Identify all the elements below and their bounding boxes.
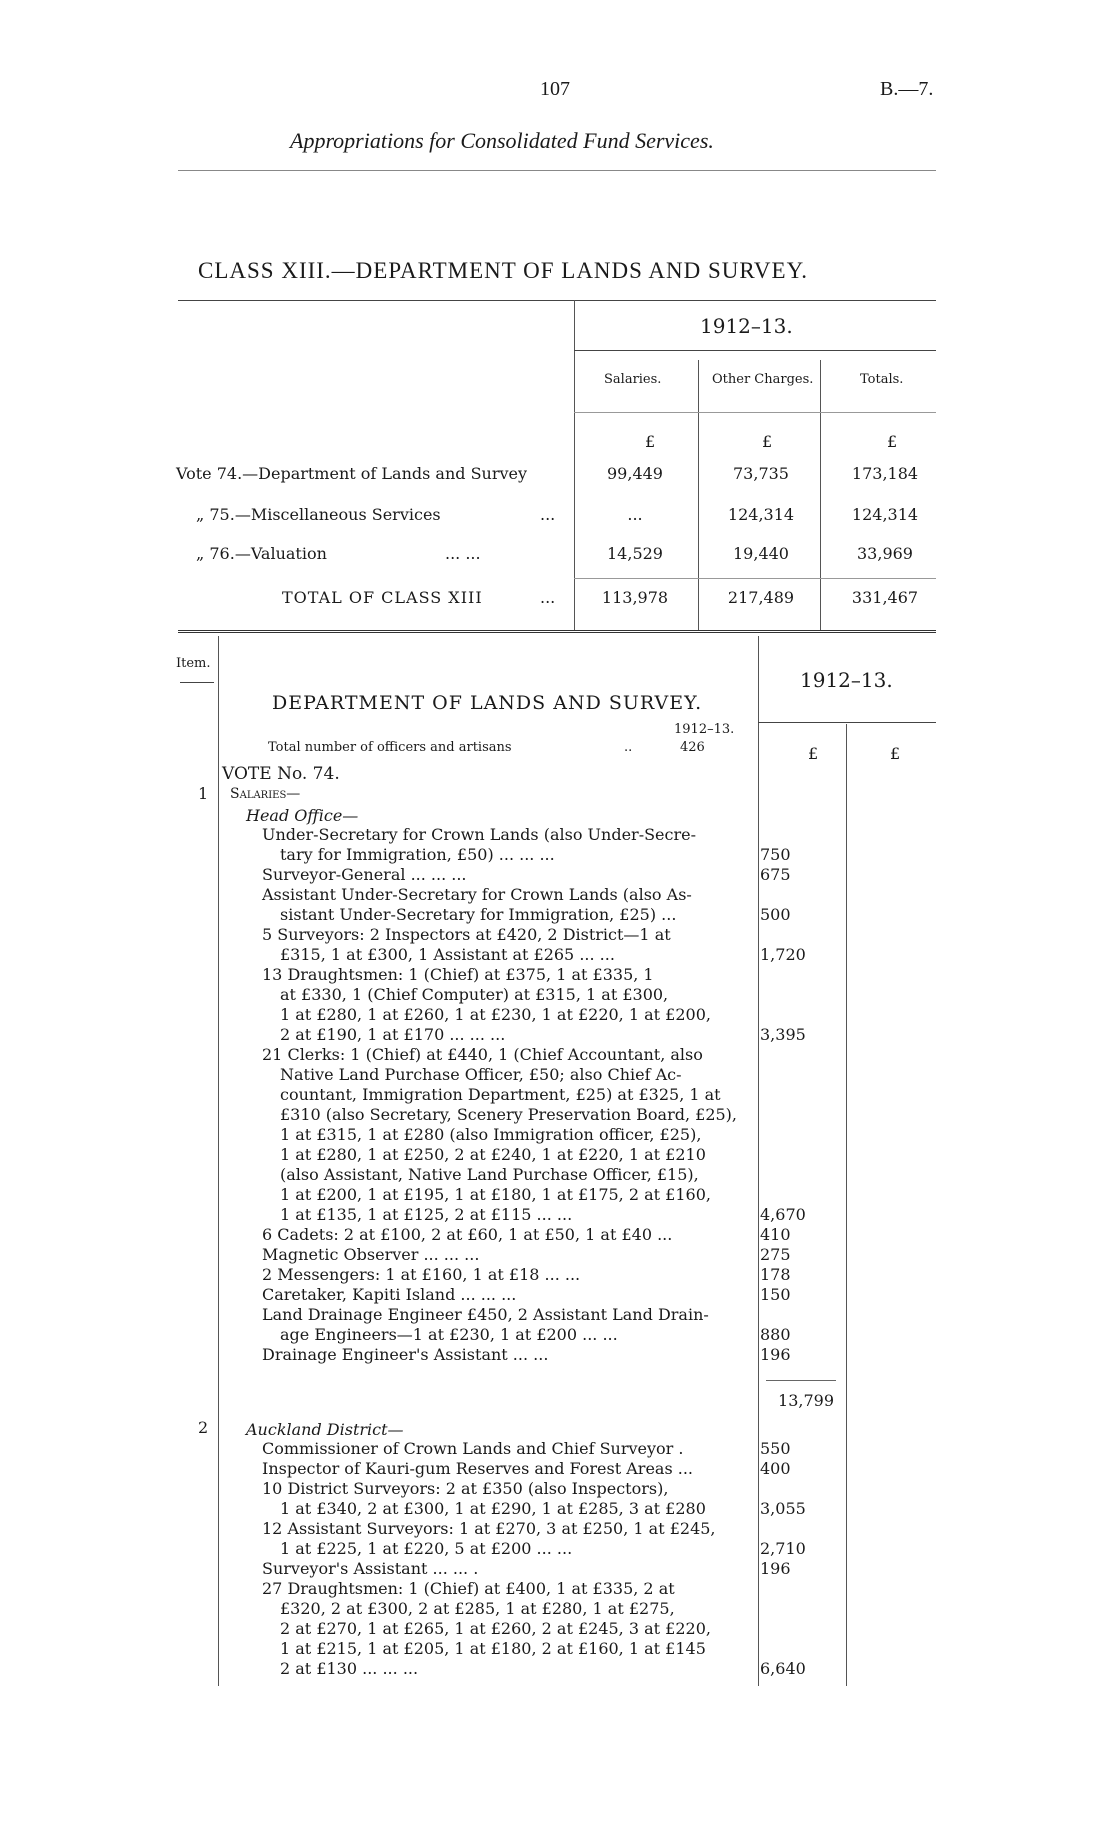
line-item (0, 1206, 1114, 1226)
line-item-text: Surveyor-General ... ... ... (262, 865, 467, 884)
line-item-text: 6 Cadets: 2 at £100, 2 at £60, 1 at £50, 1 at £40 ... (262, 1225, 673, 1244)
line-item (0, 826, 1114, 846)
line-item-amount: 3,055 (760, 1499, 806, 1518)
summary-row-salaries: 99,449 (607, 464, 663, 483)
line-item (0, 1106, 1114, 1126)
department-title: DEPARTMENT OF LANDS AND SURVEY. (272, 692, 703, 714)
line-item-amount: 3,395 (760, 1025, 806, 1044)
line-item-text: at £330, 1 (Chief Computer) at £315, 1 at £300, (280, 985, 669, 1004)
line-item-text: 1 at £315, 1 at £280 (also Immigration officer, £25), (280, 1125, 702, 1144)
officers-count: 426 (680, 740, 705, 755)
line-item-text: 1 at £280, 1 at £260, 1 at £230, 1 at £220, 1 at £200, (280, 1005, 711, 1024)
line-item (0, 846, 1114, 866)
line-item (0, 1540, 1114, 1560)
summary-row-other: 124,314 (727, 505, 795, 524)
line-item (0, 1620, 1114, 1640)
line-item (0, 1440, 1114, 1460)
line-item (0, 1046, 1114, 1066)
summary-col-divider-2 (820, 360, 821, 630)
line-item-text: 2 at £270, 1 at £265, 1 at £260, 2 at £245, 3 at £220, (280, 1619, 711, 1638)
currency-col-1: £ (808, 744, 819, 763)
summary-year-rule (574, 350, 936, 351)
line-item-text: Inspector of Kauri-gum Reserves and Forest Areas ... (262, 1459, 694, 1478)
summary-year: 1912–13. (700, 314, 793, 338)
line-item-amount: 196 (760, 1345, 791, 1364)
item-number: 2 (198, 1418, 209, 1437)
subtotal-rule (766, 1380, 836, 1381)
summary-row-other: 19,440 (733, 544, 789, 563)
line-item-text: (also Assistant, Native Land Purchase Officer, £15), (280, 1165, 699, 1184)
line-item (0, 946, 1114, 966)
line-item-amount: 880 (760, 1325, 791, 1344)
line-item-text: 2 at £130 ... ... ... (280, 1659, 419, 1678)
line-item-text: £310 (also Secretary, Scenery Preservation Board, £25), (280, 1105, 737, 1124)
head-office-subtotal: 13,799 (778, 1391, 834, 1410)
line-item-amount: 150 (760, 1285, 791, 1304)
line-item-text: tary for Immigration, £50) ... ... ... (280, 845, 555, 864)
line-item-text: £320, 2 at £300, 2 at £285, 1 at £280, 1 at £275, (280, 1599, 675, 1618)
line-item (0, 1066, 1114, 1086)
summary-row-label: „ 76.—Valuation (196, 544, 327, 563)
line-item-text: age Engineers—1 at £230, 1 at £200 ... ... (280, 1325, 618, 1344)
line-item-text: 1 at £200, 1 at £195, 1 at £180, 1 at £175, 2 at £160, (280, 1185, 711, 1204)
line-item-text: 1 at £215, 1 at £205, 1 at £180, 2 at £160, 1 at £145 (280, 1639, 706, 1658)
summary-col-divider-1 (698, 360, 699, 630)
line-item-text: Surveyor's Assistant ... ... . (262, 1559, 479, 1578)
line-item (0, 1126, 1114, 1146)
summary-total-rule (574, 578, 936, 579)
line-item-text: 12 Assistant Surveyors: 1 at £270, 3 at £250, 1 at £245, (262, 1519, 716, 1538)
line-item-amount: 275 (760, 1245, 791, 1264)
officers-dots: .. (624, 740, 633, 755)
document-reference: B.—7. (880, 78, 934, 100)
line-item-text: 1 at £135, 1 at £125, 2 at £115 ... ... (280, 1205, 573, 1224)
line-item (0, 1166, 1114, 1186)
line-item (0, 1086, 1114, 1106)
line-item (0, 1500, 1114, 1520)
line-item-text: Commissioner of Crown Lands and Chief Surveyor . (262, 1439, 684, 1458)
line-item-text: 1 at £225, 1 at £220, 5 at £200 ... ... (280, 1539, 573, 1558)
summary-row-label: „ 75.—Miscellaneous Services (196, 505, 441, 524)
summary-row-salaries: ... (627, 505, 643, 524)
line-item (0, 1306, 1114, 1326)
summary-row-totals: 173,184 (851, 464, 919, 483)
line-item (0, 1660, 1114, 1680)
line-item-amount: 196 (760, 1559, 791, 1578)
line-item (0, 1006, 1114, 1026)
line-item (0, 1560, 1114, 1580)
summary-total-other: 217,489 (727, 588, 795, 607)
line-item-text: 21 Clerks: 1 (Chief) at £440, 1 (Chief Accountant, also (262, 1045, 703, 1064)
line-item (0, 886, 1114, 906)
line-item-text: £315, 1 at £300, 1 Assistant at £265 ... ... (280, 945, 615, 964)
line-item-amount: 178 (760, 1265, 791, 1284)
line-item-text: 1 at £280, 1 at £250, 2 at £240, 1 at £220, 1 at £210 (280, 1145, 706, 1164)
line-item (0, 1640, 1114, 1660)
summary-total-totals: 331,467 (851, 588, 919, 607)
line-item (0, 966, 1114, 986)
line-item-text: 5 Surveyors: 2 Inspectors at £420, 2 District—1 at (262, 925, 671, 944)
class-title: CLASS XIII.—DEPARTMENT OF LANDS AND SURVEY. (198, 258, 808, 283)
line-item-text: sistant Under-Secretary for Immigration, £25) ... (280, 905, 677, 924)
summary-total-salaries: 113,978 (601, 588, 669, 607)
line-item-amount: 400 (760, 1459, 791, 1478)
line-item (0, 1520, 1114, 1540)
line-item-text: 2 Messengers: 1 at £160, 1 at £18 ... ... (262, 1265, 581, 1284)
class-rule (178, 300, 936, 301)
line-item-amount: 2,710 (760, 1539, 806, 1558)
line-item (0, 1146, 1114, 1166)
officers-year: 1912–13. (674, 722, 735, 737)
currency-other: £ (762, 432, 773, 451)
line-item-text: countant, Immigration Department, £25) at £325, 1 at (280, 1085, 721, 1104)
col-other-charges-header: Other Charges. (712, 372, 814, 387)
item-header-rule (180, 682, 214, 683)
line-item-text: 13 Draughtsmen: 1 (Chief) at £375, 1 at £335, 1 (262, 965, 654, 984)
line-item-text: Land Drainage Engineer £450, 2 Assistant Land Drain- (262, 1305, 709, 1324)
line-item-text: Magnetic Observer ... ... ... (262, 1245, 480, 1264)
line-item (0, 866, 1114, 886)
line-item (0, 986, 1114, 1006)
line-item-amount: 1,720 (760, 945, 806, 964)
line-item-amount: 675 (760, 865, 791, 884)
item-column-header: Item. (176, 656, 211, 671)
line-item-amount: 4,670 (760, 1205, 806, 1224)
line-item-text: Drainage Engineer's Assistant ... ... (262, 1345, 549, 1364)
line-item-text: Under-Secretary for Crown Lands (also Under-Secre- (262, 825, 697, 844)
line-item-text: Native Land Purchase Officer, £50; also Chief Ac- (280, 1065, 682, 1084)
line-item-text: 10 District Surveyors: 2 at £350 (also Inspectors), (262, 1479, 669, 1498)
line-item (0, 1580, 1114, 1600)
currency-col-2: £ (890, 744, 901, 763)
line-item (0, 1600, 1114, 1620)
summary-row-totals: 124,314 (851, 505, 919, 524)
currency-totals: £ (887, 432, 898, 451)
line-item-amount: 500 (760, 905, 791, 924)
salaries-heading: Salaries— (230, 786, 301, 802)
year-header-rule (758, 722, 936, 723)
line-item-amount: 6,640 (760, 1659, 806, 1678)
line-item (0, 1186, 1114, 1206)
summary-row-label: Vote 74.—Department of Lands and Survey (176, 464, 528, 483)
auckland-district-heading: Auckland District— (246, 1420, 404, 1439)
line-item-text: Assistant Under-Secretary for Crown Lands (also As- (262, 885, 692, 904)
line-item-amount: 750 (760, 845, 791, 864)
line-item (0, 906, 1114, 926)
line-item (0, 926, 1114, 946)
col-totals-header: Totals. (860, 372, 904, 387)
section-double-rule (178, 630, 936, 633)
summary-row-salaries: 14,529 (607, 544, 663, 563)
line-item-text: Caretaker, Kapiti Island ... ... ... (262, 1285, 517, 1304)
line-item-text: 1 at £340, 2 at £300, 1 at £290, 1 at £285, 3 at £280 (280, 1499, 706, 1518)
summary-row-dots: ... (540, 505, 556, 524)
line-item (0, 1460, 1114, 1480)
summary-row-totals: 33,969 (857, 544, 913, 563)
line-item (0, 1326, 1114, 1346)
line-item (0, 1226, 1114, 1246)
item-number: 1 (198, 784, 209, 803)
summary-total-label: TOTAL OF CLASS XIII (282, 588, 483, 607)
line-item-amount: 410 (760, 1225, 791, 1244)
detail-year-header: 1912–13. (800, 668, 893, 692)
line-item (0, 1286, 1114, 1306)
officers-label: Total number of officers and artisans (268, 740, 512, 755)
summary-row-dots: ... ... (445, 544, 481, 563)
line-item (0, 1266, 1114, 1286)
vote-heading: VOTE No. 74. (222, 764, 340, 784)
currency-salaries: £ (645, 432, 656, 451)
line-item (0, 1480, 1114, 1500)
line-item-amount: 550 (760, 1439, 791, 1458)
line-item-text: 27 Draughtsmen: 1 (Chief) at £400, 1 at £335, 2 at (262, 1579, 675, 1598)
col-salaries-header: Salaries. (604, 372, 662, 387)
header-rule (178, 170, 936, 171)
summary-row-other: 73,735 (733, 464, 789, 483)
line-item-text: 2 at £190, 1 at £170 ... ... ... (280, 1025, 506, 1044)
summary-header-rule (574, 412, 936, 413)
page-title: Appropriations for Consolidated Fund Services. (290, 128, 714, 153)
line-item (0, 1346, 1114, 1366)
head-office-heading: Head Office— (246, 806, 359, 825)
page-number: 107 (540, 78, 570, 100)
line-item (0, 1026, 1114, 1046)
line-item (0, 1246, 1114, 1266)
summary-total-dots: ... (540, 588, 556, 607)
